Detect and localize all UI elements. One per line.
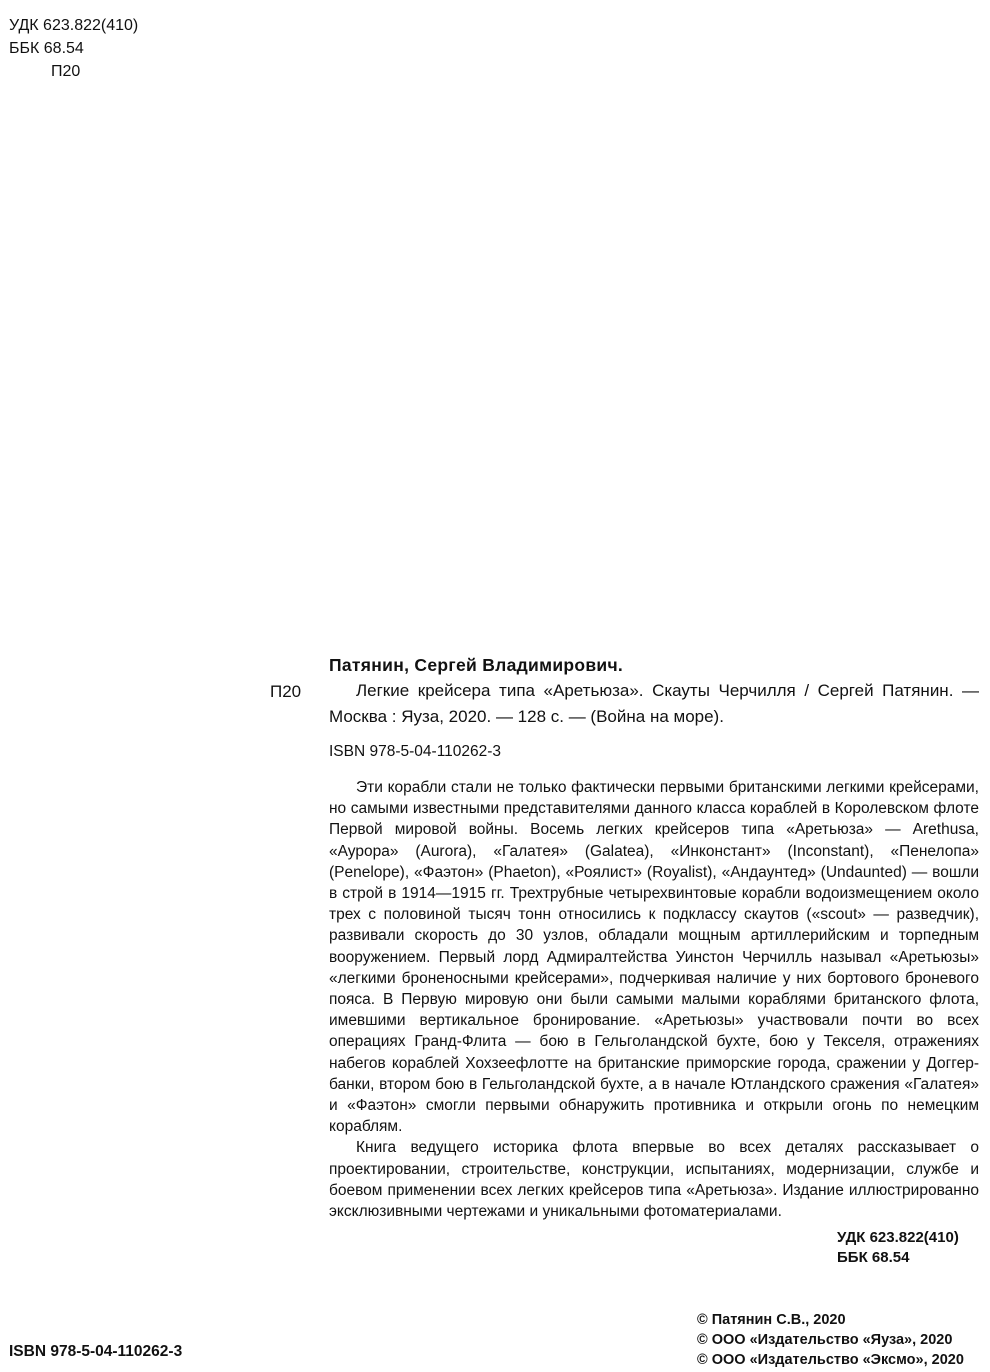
bibliographic-description: Легкие крейсера типа «Аретьюза». Скауты Черчилля / Сергей Патянин. — Москва : Яуза, 2020. — 128 с. — (Война на море). <box>329 681 979 726</box>
bbk-code: ББК 68.54 <box>9 40 84 57</box>
entry-cutter-mark: П20 <box>270 682 302 701</box>
copyright-line: © Патянин С.В., 2020 <box>697 1312 846 1328</box>
cutter-code: П20 <box>51 63 81 80</box>
annotation-udk: УДК 623.822(410) <box>837 1229 959 1247</box>
annotation-bbk: ББК 68.54 <box>837 1249 910 1267</box>
author-heading: Патянин, Сергей Владимирович. <box>329 655 624 675</box>
footer-isbn: ISBN 978-5-04-110262-3 <box>9 1343 183 1360</box>
copyright-block <box>697 1310 964 1370</box>
entry-isbn: ISBN 978-5-04-110262-3 <box>329 743 502 760</box>
catalog-entry <box>329 652 979 1268</box>
annotation-paragraph: Книга ведущего историка флота впервые во всех деталях рассказывает о проектировании, строительстве, конструкции, испытаниях, модернизации, службе и боевом применении всех легких крейсеров типа «Аретьюза». Издание иллюстрированно эксклюзивными чертежами и уникальными фотоматериалами. <box>329 1139 979 1221</box>
copyright-line: © ООО «Издательство «Яуза», 2020 <box>697 1332 953 1348</box>
annotation-codes <box>329 1228 979 1268</box>
udk-code: УДК 623.822(410) <box>9 17 139 34</box>
copyright-line: © ООО «Издательство «Эксмо», 2020 <box>697 1352 964 1368</box>
annotation-paragraph: Эти корабли стали не только фактически первыми британскими легкими крейсерами, но самыми известными представителями данного класса кораблей в Королевском флоте Первой мировой войны. Восемь легких крейсеров типа «Аретьюза» — Arethusa, «Аурора» (Aurora), «Галатея» (Galatea), «Инконстант» (Inconstant), «Пенелопа» (Penelope), «Фаэтон» (Phaeton), «Роялист» (Royalist), «Андаунтед» (Undaunted) — вошли в строй в 1914—1915 гг. Трехтрубные четырехвинтовые корабли водоизмещением около трех с половиной тысяч тонн относились к подклассу скаутов («scout» — разведчик), развивали скорость до 30 узлов, обладали мощным артиллерийским и торпедным вооружением. Первый лорд Адмиралтейства Уинстон Черчилль называл «Аретьюзы» «легкими броненосными крейсерами», подчеркивая наличие у них бортового броневого пояса. В Первую мировую они были самыми малыми кораблями британского флота, имевшими вертикальное бронирование. «Аретьюзы» участвовали почти во всех операциях Гранд-Флита — бою в Гельголандской бухте, бою у Текселя, отражениях набегов кораблей Хохзеефлотте на британские приморские города, сражении у Доггер-банки, втором бою в Гельголандской бухте, а в начале Ютландского сражения «Галатея» и «Фаэтон» смогли первыми обнаружить противника и открыли огонь по немецким кораблям. <box>329 779 979 1136</box>
classification-block <box>9 14 138 83</box>
annotation <box>329 777 979 1222</box>
